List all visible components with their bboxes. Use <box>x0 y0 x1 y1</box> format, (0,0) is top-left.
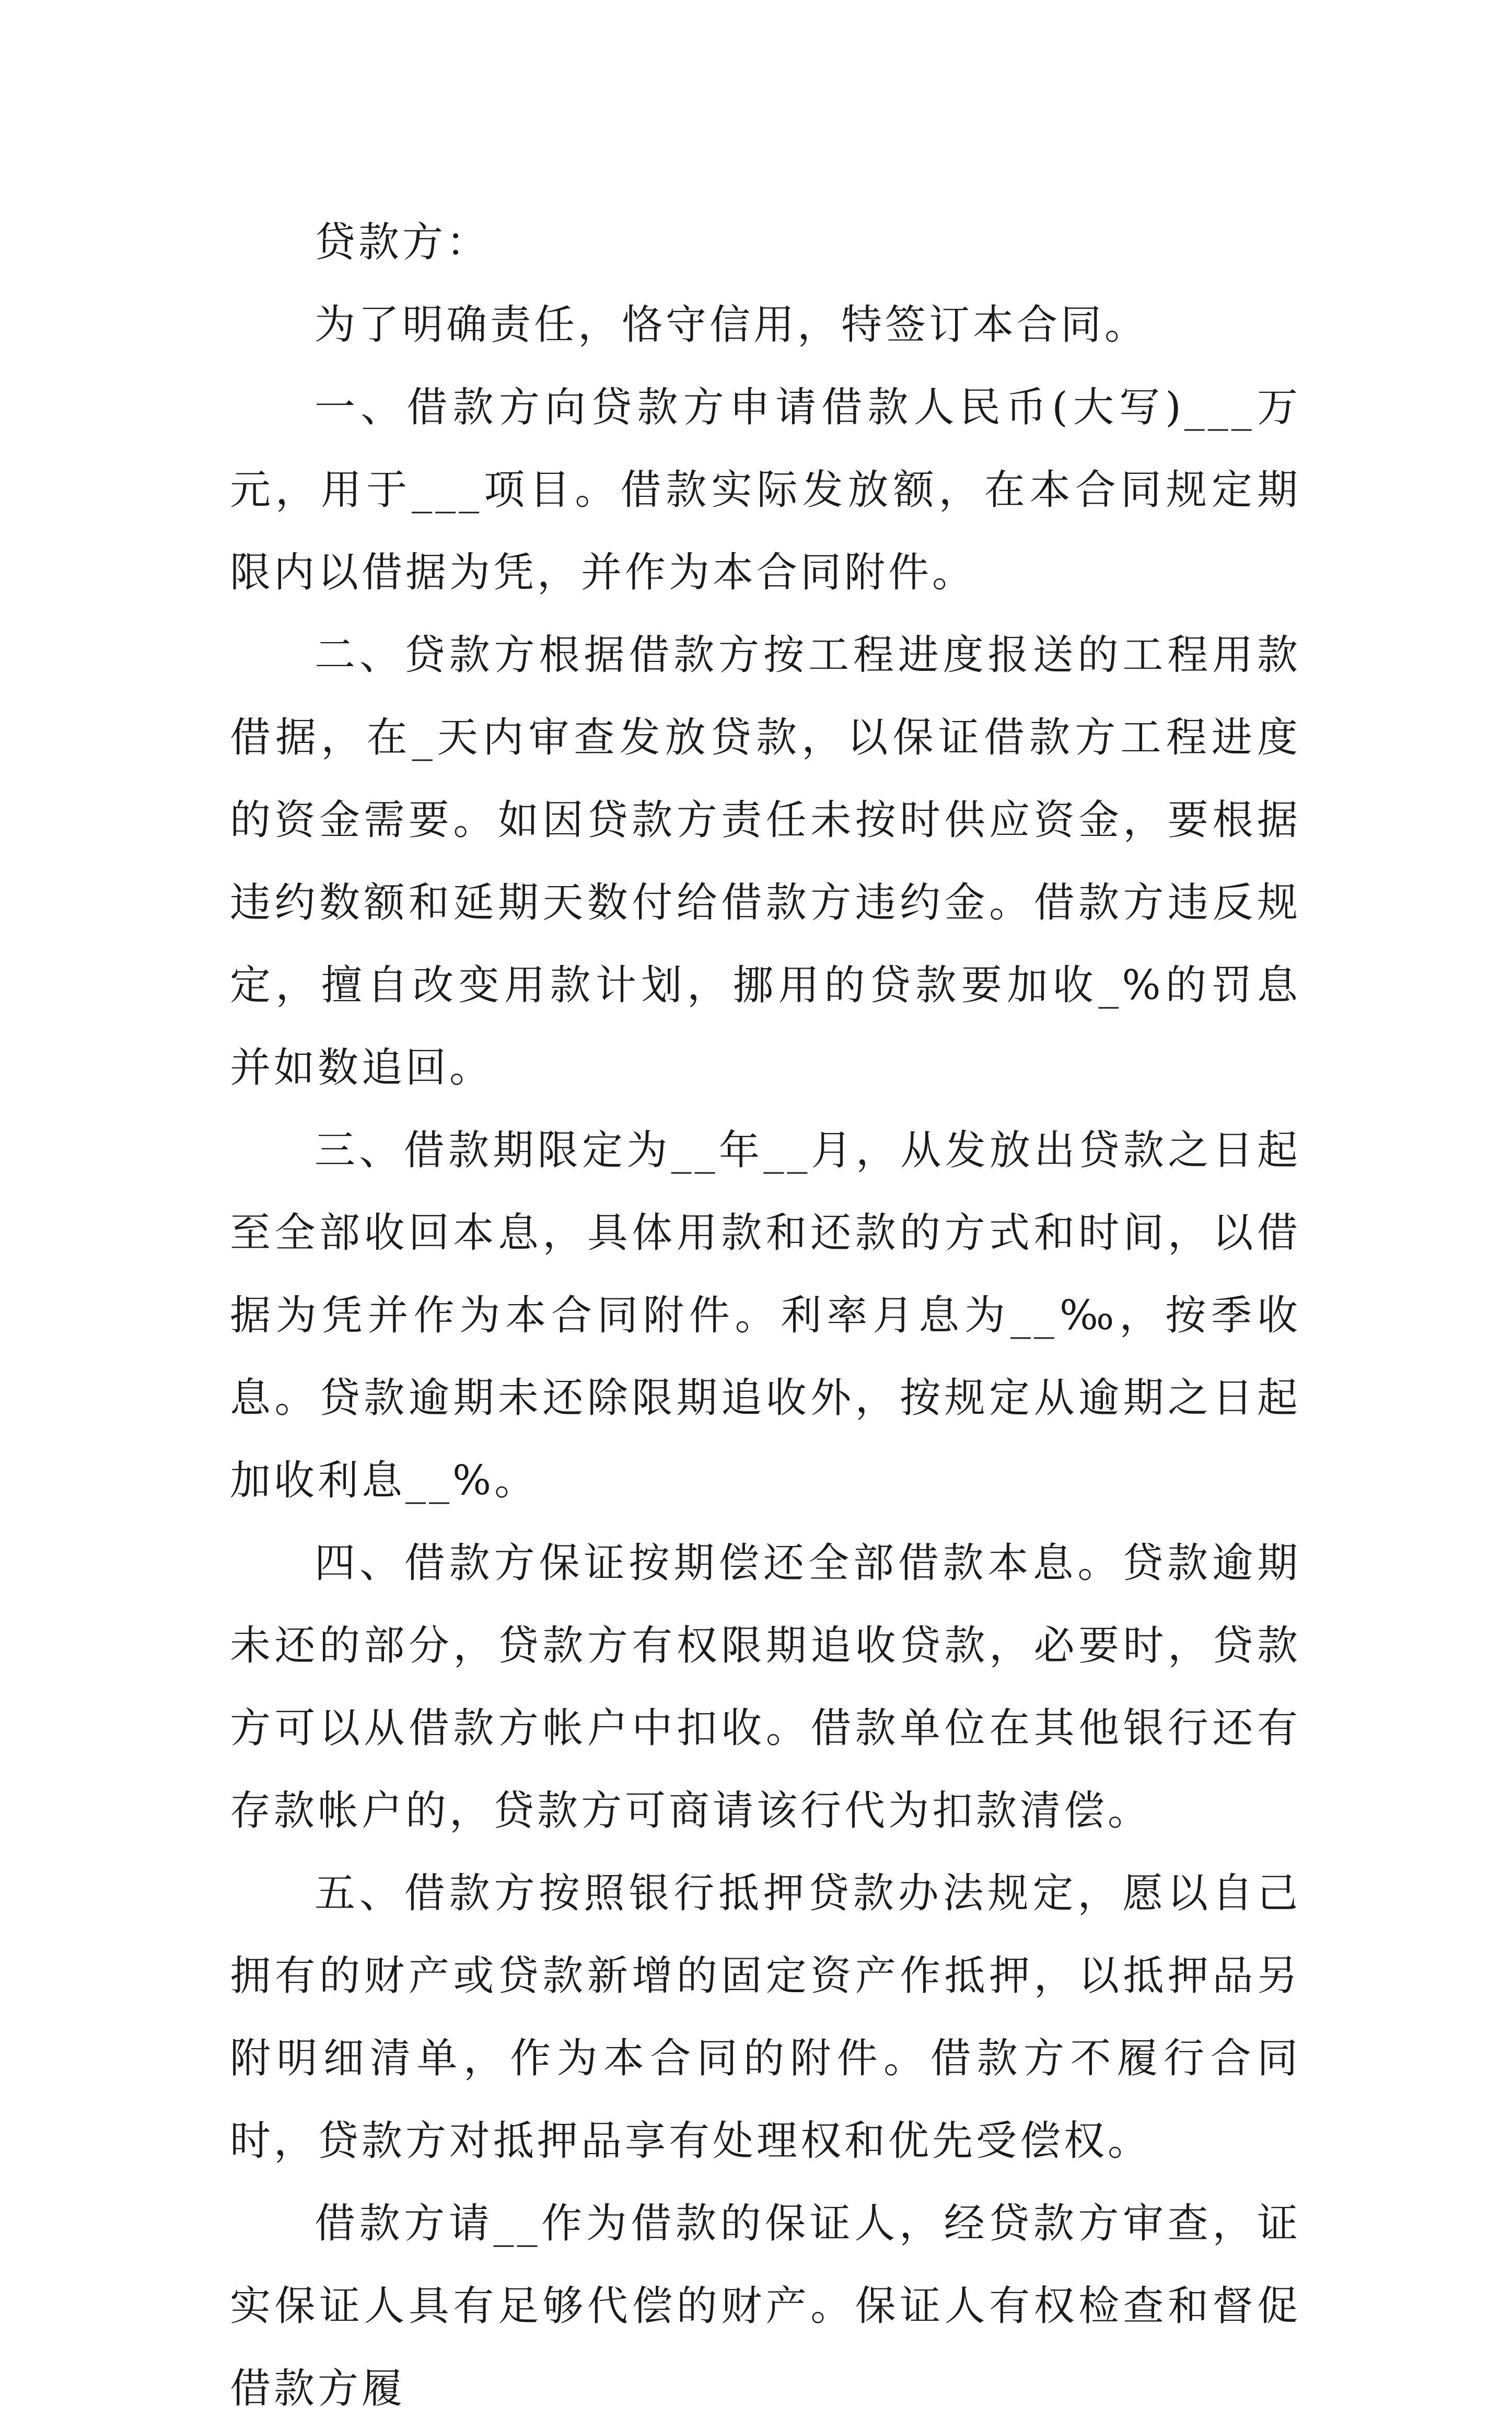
contract-body <box>230 201 1301 2430</box>
paragraph-clause-4: 四、借款方保证按期偿还全部借款本息。贷款逾期未还的部分，贷款方有权限期追收贷款，必要时，贷款方可以从借款方帐户中扣收。借款单位在其他银行还有存款帐户的，贷款方可商请该行代为扣款清偿。 <box>230 1540 1301 1834</box>
paragraph-clause-1: 一、借款方向贷款方申请借款人民币(大写)___万元，用于___项目。借款实际发放额，在本合同规定期限内以借据为凭，并作为本合同附件。 <box>230 384 1301 596</box>
paragraph-preamble: 为了明确责任，恪守信用，特签订本合同。 <box>315 301 1149 348</box>
paragraph-guarantor: 借款方请__作为借款的保证人，经贷款方审查，证实保证人具有足够代偿的财产。保证人有权检查和督促借款方履 <box>230 2200 1301 2412</box>
paragraph-clause-2: 二、贷款方根据借款方按工程进度报送的工程用款借据，在_天内审查发放贷款，以保证借款方工程进度的资金需要。如因贷款方责任未按时供应资金，要根据违约数额和延期天数付给借款方违约金。借款方违反规定，擅自改变用款计划，挪用的贷款要加收_%的罚息并如数追回。 <box>230 632 1301 1091</box>
paragraph-lender-label: 贷款方： <box>315 219 491 266</box>
paragraph-clause-3: 三、借款期限定为__年__月，从发放出贷款之日起至全部收回本息，具体用款和还款的方式和时间，以借据为凭并作为本合同附件。利率月息为__‰，按季收息。贷款逾期未还除限期追收外，按规定从逾期之日起加收利息__%。 <box>230 1127 1301 1504</box>
paragraph-clause-5: 五、借款方按照银行抵押贷款办法规定，愿以自己拥有的财产或贷款新增的固定资产作抵押，以抵押品另附明细清单，作为本合同的附件。借款方不履行合同时，贷款方对抵押品享有处理权和优先受偿权。 <box>230 1870 1301 2165</box>
